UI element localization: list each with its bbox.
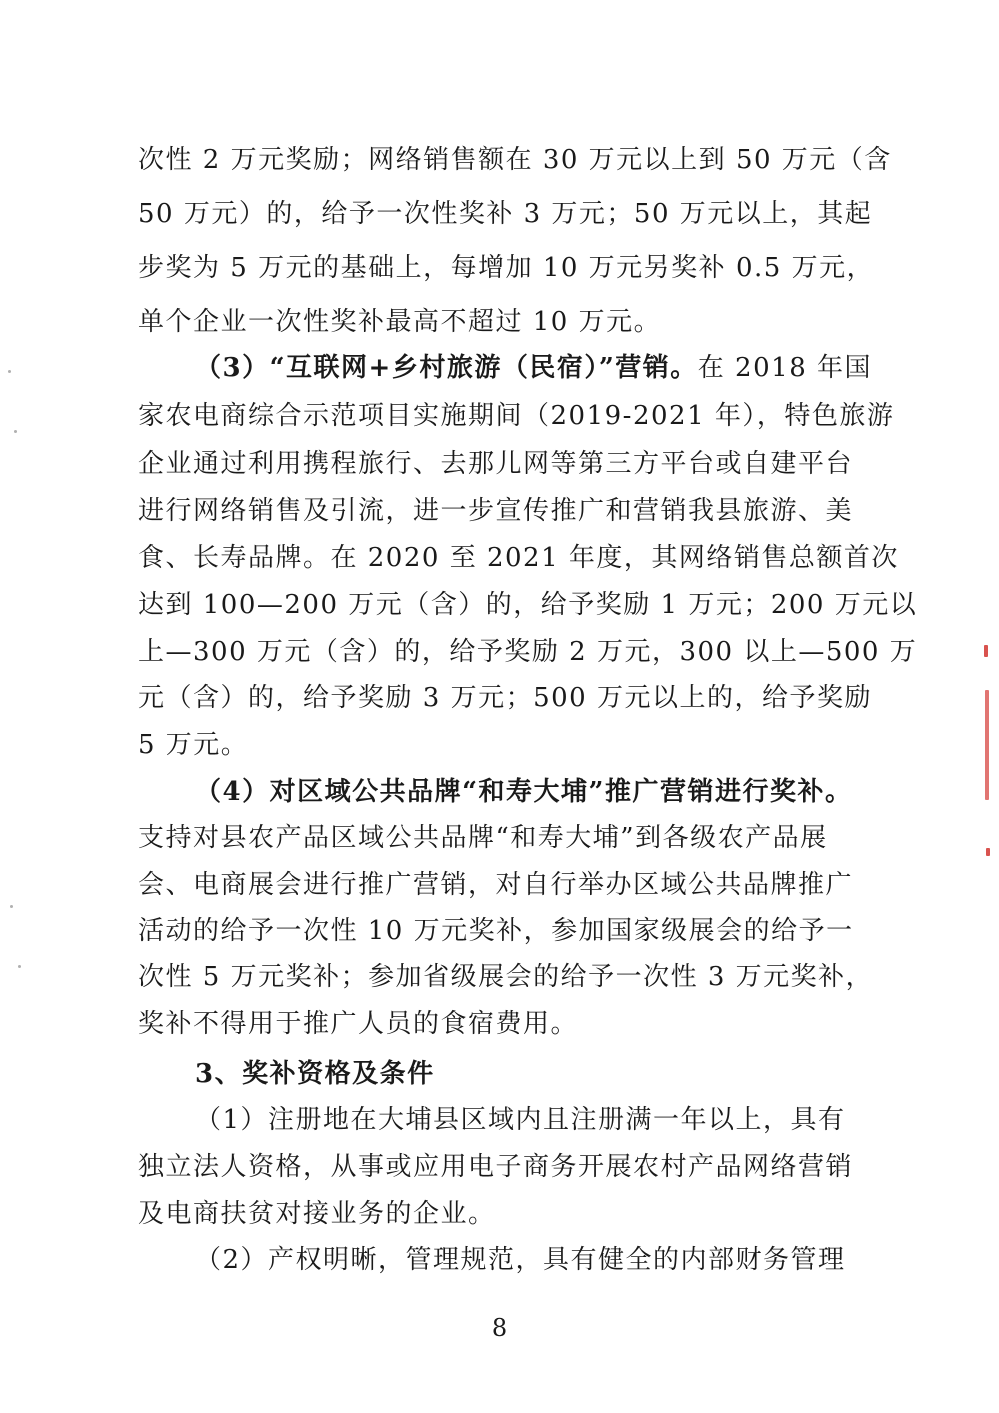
paragraph-line: （2）产权明晰，管理规范，具有健全的内部财务管理 — [195, 1245, 846, 1275]
scan-speck — [10, 905, 13, 908]
paragraph-line: 元（含）的，给予奖励 3 万元；500 万元以上的，给予奖励 — [138, 683, 872, 713]
section-3-heading: （3）“互联网+乡村旅游（民宿）”营销。 — [195, 353, 698, 383]
paragraph-line: 5 万元。 — [138, 730, 249, 760]
paragraph-line: 及电商扶贫对接业务的企业。 — [138, 1199, 496, 1229]
paragraph-line: 支持对县农产品区域公共品牌“和寿大埔”到各级农产品展 — [138, 823, 828, 853]
seal-edge-mark — [986, 848, 990, 856]
paragraph-line: 奖补不得用于推广人员的食宿费用。 — [138, 1009, 579, 1039]
paragraph-line: 单个企业一次性奖补最高不超过 10 万元。 — [138, 307, 662, 337]
paragraph-line: 活动的给予一次性 10 万元奖补，参加国家级展会的给予一 — [138, 916, 854, 946]
paragraph-line: （1）注册地在大埔县区域内且注册满一年以上，具有 — [195, 1105, 846, 1135]
paragraph-line: 食、长寿品牌。在 2020 至 2021 年度，其网络销售总额首次 — [138, 543, 899, 573]
seal-edge-mark — [985, 690, 989, 800]
section-3-first-line — [195, 344, 895, 392]
paragraph-line: 独立法人资格，从事或应用电子商务开展农村产品网络营销 — [138, 1152, 854, 1182]
paragraph-line: 会、电商展会进行推广营销，对自行举办区域公共品牌推广 — [138, 870, 854, 900]
paragraph-line: 50 万元）的，给予一次性奖补 3 万元；50 万元以上，其起 — [138, 199, 873, 229]
paragraph-line: 上—300 万元（含）的，给予奖励 2 万元，300 以上—500 万 — [138, 637, 918, 667]
scan-speck — [18, 965, 21, 968]
paragraph-line: 次性 5 万元奖补；参加省级展会的给予一次性 3 万元奖补， — [138, 962, 874, 992]
scan-speck — [8, 370, 11, 373]
seal-edge-mark — [984, 645, 988, 657]
scan-speck — [14, 430, 17, 433]
paragraph-line: 达到 100—200 万元（含）的，给予奖励 1 万元；200 万元以 — [138, 590, 918, 620]
section-3-heading-tail: 在 2018 年国 — [697, 353, 872, 383]
paragraph-line: 家农电商综合示范项目实施期间（2019-2021 年），特色旅游 — [138, 401, 895, 431]
paragraph-line: 进行网络销售及引流，进一步宣传推广和营销我县旅游、美 — [138, 496, 854, 526]
paragraph-line: 次性 2 万元奖励；网络销售额在 30 万元以上到 50 万元（含 — [138, 145, 892, 175]
paragraph-line: 企业通过利用携程旅行、去那儿网等第三方平台或自建平台 — [138, 449, 854, 479]
section-4-heading: （4）对区域公共品牌“和寿大埔”推广营销进行奖补。 — [195, 777, 853, 807]
page-number: 8 — [491, 1314, 508, 1342]
qualification-heading: 3、奖补资格及条件 — [195, 1059, 435, 1089]
paragraph-line: 步奖为 5 万元的基础上，每增加 10 万元另奖补 0.5 万元， — [138, 253, 875, 283]
